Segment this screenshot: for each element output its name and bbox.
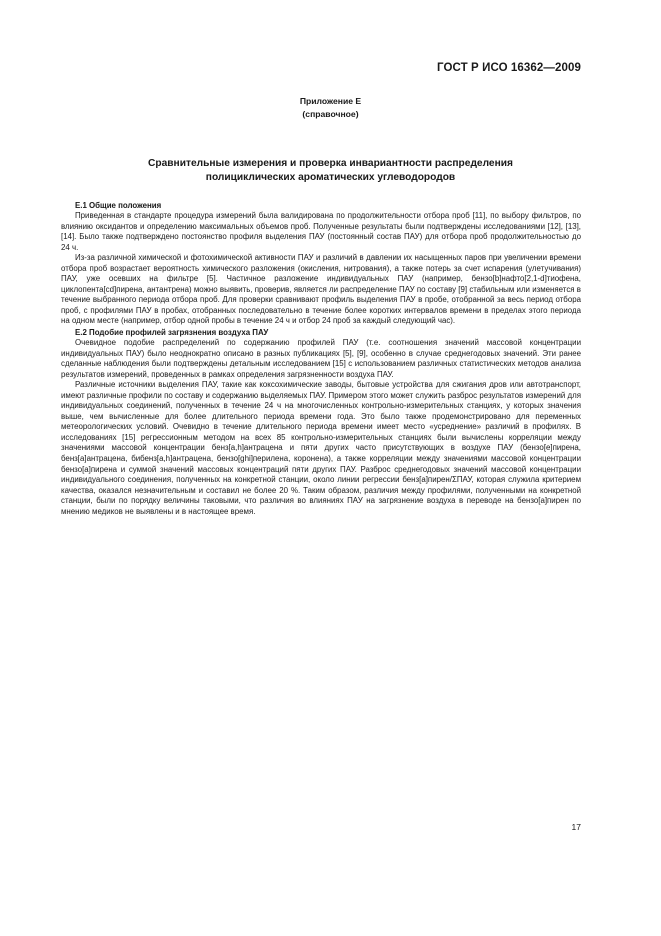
paragraph: Из-за различной химической и фотохимической активности ПАУ и различий в давлении их насыщенных паров при увеличении времени отбора проб возрастает вероятность химического разложения (окисления, нитрования), а также потерь за счет испарения (улетучивания) ПАУ, уже осевших на фильтре [5]. Частичное разложение индивидуальных ПАУ (например, бензо[b]нафто[2,1-d]тиофена, циклопента[cd]пирена, антантрена) можно выявить, проверив, является ли распределение ПАУ по составу [9] стабильным или изменяется в течение выбранного периода отбора проб. Для проверки сравнивают профиль выделения ПАУ в пробе, отобранной за весь период отбора проб, с профилями ПАУ в пробах, отобранных последовательно в течение более коротких интервалов времени в пределах этого периода на одном месте (например, отбор одной пробы в течение 24 ч и отбор 24 проб за каждый следующий час). [61, 253, 581, 326]
section-heading-e2: Е.2 Подобие профилей загрязнения воздуха ПАУ [75, 328, 269, 338]
appendix-type: (справочное) [302, 109, 359, 119]
paragraph: Очевидное подобие распределений по содержанию профилей ПАУ (т.е. соотношения значений массовой концентрации индивидуальных ПАУ) было неоднократно описано в разных публикациях [5], [9], особенно в случае среднегодовых значений. Эти ранее сделанные наблюдения были подтверждены детальным исследованием [15] с использованием различных статистических методов анализа результатов измерений, проведенных в рамках определения загрязненности воздуха ПАУ. [61, 338, 581, 379]
document-id: ГОСТ Р ИСО 16362—2009 [436, 62, 581, 74]
title-line-2: полициклических ароматических углеводородов [205, 172, 456, 183]
paragraph: Приведенная в стандарте процедура измерений была валидирована по продолжительности отбора проб [11], по выбору фильтров, по влиянию оксидантов и определению максимальных объемов проб. Полученные результаты были подтверждены исследованиями [12], [13], [14]. Было также подтверждено постоянство профиля выделения ПАУ (постоянный состав ПАУ) для отбора проб продолжительностью до 24 ч. [61, 211, 581, 252]
appendix-title [60, 157, 601, 185]
appendix-heading [0, 95, 661, 121]
title-line-1: Сравнительные измерения и проверка инвариантности распределения [148, 158, 513, 169]
appendix-label: Приложение Е [299, 96, 362, 106]
paragraph: Различные источники выделения ПАУ, такие как коксохимические заводы, бытовые устройства для сжигания дров или автотранспорт, имеют различные профили по составу и содержанию выделяемых ПАУ. Примером этого может служить разброс результатов измерений для индивидуальных соединений, полученных в течение 24 ч на многочисленных контрольно-измерительных станциях, у которых значения выше, чем вычисленные для более длительного периода времени года. Это было также продемонстрировано для переменных метеорологических условий. Очевидно в течение длительного периода времени имеет место «усреднение» различий в профилях. В исследованиях [15] регрессионным методом на всех 85 контрольно-измерительных станциях были вычислены корреляции между значениями массовой концентрации бенз[a,h]антрацена и пяти других часто присутствующих в воздухе ПАУ (бензо[e]пирена, бенз[a]антрацена, бибенз[a,h]антрацена, бензо[ghi]перилена, коронена), а также корреляции между значениями массовой концентрации бензо[a]пирена и суммой значений массовых концентраций пяти других ПАУ. Разброс среднегодовых значений массовой концентрации индивидуального соединения, полученных на конкретной станции, около линии регрессии бенз[a]пирен/ΣПАУ, которая служила критерием качества, оказался незначительным и составил не более 20 %. Таким образом, различия между профилями, полученными на конкретной станции, были по порядку величины таковыми, что различия во влияниях ПАУ на загрязнение воздуха в переводе на бензо[a]пирен по мнению медиков не выявлены и в настоящее время. [61, 380, 581, 516]
section-heading-e1: Е.1 Общие положения [75, 201, 162, 210]
document-body [61, 200, 581, 517]
page-number: 17 [571, 822, 581, 832]
